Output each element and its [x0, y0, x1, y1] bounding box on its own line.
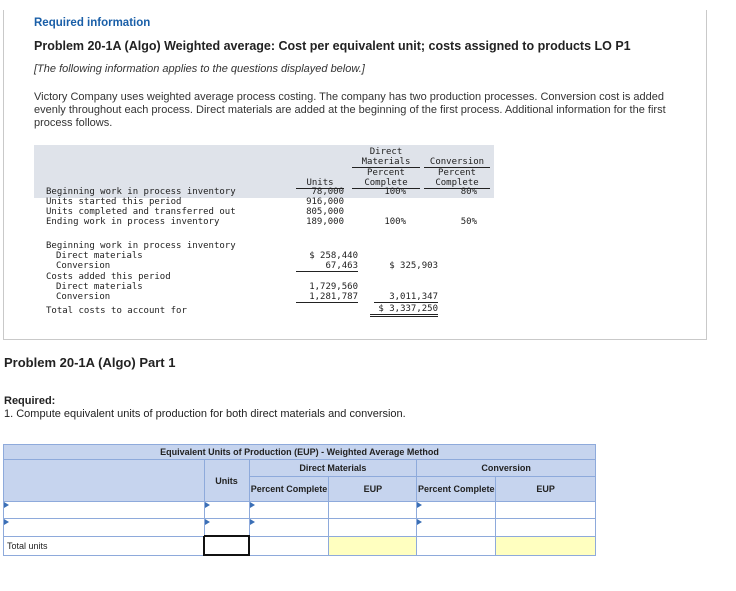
dm-eup-cell: [329, 502, 417, 519]
conv-percent-header: Percent Complete: [417, 477, 496, 502]
conv-header-2: Percent: [438, 168, 476, 178]
cost-label: Conversion: [56, 261, 111, 271]
dm-percent-input[interactable]: [249, 519, 329, 537]
row-label: Beginning work in process inventory: [46, 187, 236, 197]
dm-header-4: Complete: [352, 178, 420, 189]
row-label: Units completed and transferred out: [46, 207, 236, 217]
units-header: Units: [296, 178, 344, 189]
dm-header-3: Percent: [367, 168, 405, 178]
empty-cell: [249, 536, 329, 555]
dm-header-2: Materials: [352, 157, 420, 168]
dm-eup-total: [329, 536, 417, 555]
row-units: 805,000: [306, 207, 344, 217]
cost-label: Total costs to account for: [46, 306, 187, 316]
dm-percent-input[interactable]: [249, 502, 329, 519]
units-input[interactable]: [204, 502, 249, 519]
problem-description: Victory Company uses weighted average process costing. The company has two production processes. Conversion cost is added evenly throughout each process. Direct materials are added at the beginning of the first process. Additional information for the first process follows.: [34, 91, 666, 129]
dm-header-1: Direct: [369, 147, 403, 157]
row-label: Ending work in process inventory: [46, 217, 220, 227]
cost-value: $ 258,440: [309, 251, 358, 261]
cost-subtotal: $ 325,903: [389, 261, 438, 271]
cost-subtotal: 3,011,347: [374, 292, 438, 303]
total-units-cell: [204, 536, 249, 555]
conv-header-3: Complete: [424, 178, 490, 189]
label-header: [4, 460, 205, 502]
row-conv: 50%: [460, 217, 477, 227]
row-units: 916,000: [306, 197, 344, 207]
row-dm: 100%: [384, 187, 406, 197]
cost-label: Conversion: [56, 292, 111, 302]
row-units: 189,000: [306, 217, 344, 227]
required-text: 1. Compute equivalent units of production for both direct materials and conversion.: [4, 408, 406, 420]
eup-table-title: Equivalent Units of Production (EUP) - Weighted Average Method: [4, 445, 596, 460]
cost-value: 1,281,787: [296, 292, 358, 303]
conv-eup-total: [496, 536, 596, 555]
applies-note: [The following information applies to the questions displayed below.]: [34, 63, 365, 75]
conv-eup-header: EUP: [496, 477, 596, 502]
eup-table: [3, 444, 596, 556]
row-label-input[interactable]: [4, 519, 205, 537]
dm-percent-header: Percent Complete: [249, 477, 329, 502]
conversion-header: Conversion: [417, 460, 596, 477]
dm-eup-cell: [329, 519, 417, 537]
direct-materials-header: Direct Materials: [249, 460, 417, 477]
info-table: [34, 145, 494, 320]
conv-header-1: Conversion: [424, 157, 490, 168]
problem-title: Problem 20-1A (Algo) Weighted average: Cost per equivalent unit; costs assigned to products LO P1: [34, 39, 631, 53]
row-label: Units started this period: [46, 197, 182, 207]
cost-total: $ 3,337,250: [370, 304, 438, 317]
row-dm: 100%: [384, 217, 406, 227]
cost-label: Beginning work in process inventory: [46, 241, 236, 251]
part-title: Problem 20-1A (Algo) Part 1: [4, 355, 176, 370]
conv-eup-cell: [496, 502, 596, 519]
dm-eup-header: EUP: [329, 477, 417, 502]
cost-label: Direct materials: [56, 282, 143, 292]
cost-label: Direct materials: [56, 251, 143, 261]
row-units: 78,000: [311, 187, 344, 197]
units-header: Units: [204, 460, 249, 502]
units-input[interactable]: [204, 519, 249, 537]
conv-eup-cell: [496, 519, 596, 537]
cost-value: 67,463: [296, 261, 358, 272]
cost-value: 1,729,560: [309, 282, 358, 292]
conv-percent-input[interactable]: [417, 519, 496, 537]
required-label: Required:: [4, 395, 56, 407]
total-units-label: Total units: [4, 536, 205, 555]
row-label-input[interactable]: [4, 502, 205, 519]
conv-percent-input[interactable]: [417, 502, 496, 519]
row-conv: 80%: [460, 187, 477, 197]
required-information-heading: Required information: [34, 17, 151, 29]
empty-cell: [417, 536, 496, 555]
cost-label: Costs added this period: [46, 272, 171, 282]
